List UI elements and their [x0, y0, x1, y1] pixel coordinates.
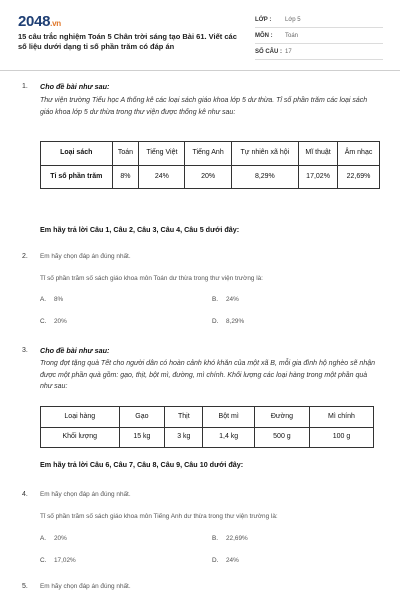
option-letter: A. [40, 296, 47, 303]
question-number: 5. [22, 583, 28, 590]
answer-option-b[interactable] [212, 296, 239, 303]
option-text: 22,69% [226, 535, 248, 542]
option-text: 24% [226, 557, 239, 564]
question-number: 2. [22, 253, 28, 260]
table-cell: Tiếng Việt [139, 142, 185, 166]
site-logo[interactable] [18, 13, 61, 30]
question-heading: Cho đề bài như sau: [40, 346, 110, 355]
table-cell: Thịt [165, 407, 203, 428]
table-cell: 1,4 kg [203, 427, 254, 448]
table-cell: Loại hàng [41, 407, 120, 428]
question-number: 3. [22, 347, 28, 354]
question-text: Tỉ số phần trăm số sách giáo khoa môn Toán dư thừa trong thư viện trường là: [40, 275, 263, 282]
table-cell: 8,29% [231, 165, 298, 189]
question-intro: Thư viện trường Tiểu học A thống kê các loại sách giáo khoa lớp 5 dư thừa. Tỉ số phần trăm các loại sách giáo khoa lớp 5 dư thừa trong thư viện được thống kê như sau: [40, 97, 368, 116]
table-header-row [41, 142, 380, 166]
table-cell: Loại sách [41, 142, 113, 166]
meta-row-class [255, 12, 383, 28]
question-heading: Cho đề bài như sau: [40, 82, 110, 91]
option-letter: D. [212, 557, 219, 564]
meta-key: LỚP : [255, 16, 272, 23]
meta-value: Lớp 5 [285, 16, 301, 23]
question-number: 4. [22, 491, 28, 498]
option-text: 8,29% [226, 318, 245, 325]
table-cell: 17,02% [299, 165, 338, 189]
question-text: Tỉ số phần trăm số sách giáo khoa môn Tiếng Anh dư thừa trong thư viện trường là: [40, 513, 278, 520]
option-text: 8% [54, 296, 64, 303]
table-cell: Tự nhiên xã hội [231, 142, 298, 166]
answer-option-c[interactable] [40, 318, 67, 325]
table-cell: Bột mì [203, 407, 254, 428]
option-text: 17,02% [54, 557, 76, 564]
table-header-row [41, 407, 374, 428]
document-meta [255, 12, 383, 60]
table-cell: 8% [112, 165, 139, 189]
meta-row-subject [255, 28, 383, 44]
table-cell: 20% [185, 165, 231, 189]
table-cell: 500 g [254, 427, 309, 448]
option-text: 24% [226, 296, 239, 303]
gift-weight-table [40, 406, 374, 448]
meta-key: MÔN : [255, 32, 273, 39]
answer-option-a[interactable] [40, 535, 67, 542]
option-text: 20% [54, 318, 67, 325]
table-cell: 24% [139, 165, 185, 189]
table-cell: Tiếng Anh [185, 142, 231, 166]
meta-row-count [255, 44, 383, 60]
meta-key: SỐ CÂU : [255, 48, 282, 55]
question-prompt: Em hãy chọn đáp án đúng nhất. [40, 491, 131, 498]
meta-value: Toán [285, 32, 299, 39]
book-percent-table [40, 141, 380, 189]
answer-option-d[interactable] [212, 557, 239, 564]
table-cell: Mĩ thuật [299, 142, 338, 166]
answer-option-c[interactable] [40, 557, 76, 564]
logo-text: 2048 [18, 13, 51, 30]
option-letter: C. [40, 557, 47, 564]
option-letter: B. [212, 535, 219, 542]
table-cell: Mì chính [309, 407, 373, 428]
option-text: 20% [54, 535, 67, 542]
option-letter: D. [212, 318, 219, 325]
answer-option-b[interactable] [212, 535, 248, 542]
option-letter: C. [40, 318, 47, 325]
option-letter: B. [212, 296, 219, 303]
table-cell: 22,69% [338, 165, 380, 189]
table-cell: Tỉ số phần trăm [41, 165, 113, 189]
question-instruction: Em hãy trả lời Câu 1, Câu 2, Câu 3, Câu 4, Câu 5 dưới đây: [40, 225, 240, 234]
table-cell: Gạo [119, 407, 165, 428]
meta-value: 17 [285, 48, 292, 55]
answer-option-d[interactable] [212, 318, 244, 325]
table-cell: 100 g [309, 427, 373, 448]
document-header [0, 0, 400, 70]
table-cell: Âm nhạc [338, 142, 380, 166]
option-letter: A. [40, 535, 47, 542]
question-prompt: Em hãy chọn đáp án đúng nhất. [40, 253, 131, 260]
question-number: 1. [22, 83, 28, 90]
logo-suffix: .vn [50, 19, 61, 28]
table-row [41, 427, 374, 448]
document-title: 15 câu trắc nghiệm Toán 5 Chân trời sáng tạo Bài 61. Viết các số liệu dưới dạng tỉ số phần trăm có đáp án [18, 32, 237, 51]
answer-option-a[interactable] [40, 296, 63, 303]
table-cell: Toán [112, 142, 139, 166]
table-row [41, 165, 380, 189]
header-divider [0, 70, 400, 71]
table-cell: Khối lượng [41, 427, 120, 448]
question-intro: Trong đợt tặng quà Tết cho người dân có hoàn cảnh khó khăn của một xã B, mỗi gia đình hộ nghèo sẽ nhận được một phần quà gồm: gạo, thịt, bột mì, đường, mì chính. Khối lượng các loại hàng trong một phần quà như sau: [40, 360, 375, 390]
table-cell: 3 kg [165, 427, 203, 448]
table-cell: Đường [254, 407, 309, 428]
question-instruction: Em hãy trả lời Câu 6, Câu 7, Câu 8, Câu 9, Câu 10 dưới đây: [40, 460, 244, 469]
question-prompt: Em hãy chọn đáp án đúng nhất. [40, 583, 131, 590]
table-cell: 15 kg [119, 427, 165, 448]
